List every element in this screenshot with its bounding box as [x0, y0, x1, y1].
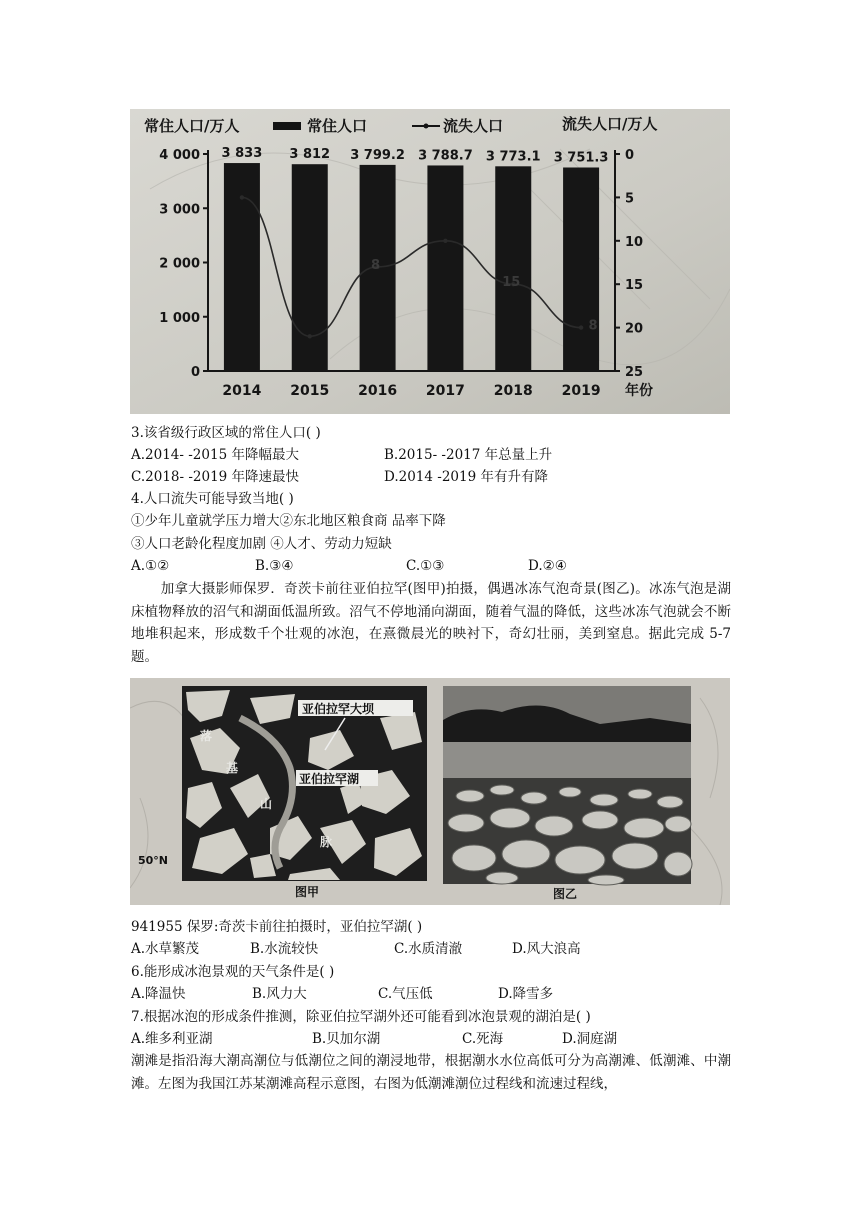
x-tick-label: 2015: [290, 383, 330, 399]
right-tick-label: 25: [625, 365, 644, 380]
right-tick-label: 0: [625, 148, 635, 163]
latitude-label: 50°N: [138, 854, 169, 867]
bar-resident-2018: [495, 166, 531, 371]
bar-resident-2014: [224, 163, 260, 371]
legend-resident: 常住人口: [307, 117, 368, 135]
lost-point-2019: [579, 325, 583, 329]
legend-line-dot: [424, 124, 429, 129]
legend-bar-swatch: [273, 122, 301, 130]
q4-stem: 4.人口流失可能导致当地( ): [131, 491, 294, 507]
q7-option-a: A.维多利亚湖: [131, 1031, 213, 1047]
left-tick-label: 4 000: [159, 148, 200, 163]
left-tick-label: 3 000: [159, 202, 200, 218]
caption-figure-a: 图甲: [295, 885, 320, 899]
mountain-char-1: 落: [200, 729, 213, 743]
q5-option-c: C.水质清澈: [394, 941, 463, 957]
q5-option-b: B.水流较快: [250, 941, 319, 957]
q3-option-c: C.2018- -2019 年降速最快: [131, 469, 300, 485]
bar-resident-2017: [427, 165, 463, 371]
lost-point-2014: [240, 195, 244, 199]
q3-option-a: A.2014- -2015 年降幅最大: [131, 447, 299, 463]
right-tick-label: 5: [625, 191, 635, 207]
q5-option-a: A.水草繁茂: [131, 941, 200, 957]
q6-option-a: A.降温快: [131, 986, 186, 1002]
population-chart: [130, 109, 730, 414]
bar-value-label: 3 833: [221, 146, 263, 162]
q4-line1: ①少年儿童就学压力增大②东北地区粮食商 品率下降: [131, 513, 446, 529]
x-tick-label: 2019: [561, 383, 601, 399]
left-tick-label: 0: [190, 365, 200, 380]
q6-option-b: B.风力大: [252, 986, 307, 1002]
x-axis-unit: 年份: [625, 383, 653, 399]
x-tick-label: 2018: [493, 383, 533, 399]
q3-option-b: B.2015- -2017 年总量上升: [384, 447, 553, 463]
bar-value-label: 3 773.1: [485, 149, 541, 165]
q7-option-c: C.死海: [462, 1031, 504, 1047]
caption-figure-b: 图乙: [553, 887, 578, 901]
lake-surface: [443, 742, 691, 778]
lost-value-label: 8: [371, 257, 381, 273]
lost-point-2017: [443, 239, 447, 243]
q4-line2: ③人口老龄化程度加剧 ④人才、劳动力短缺: [131, 536, 392, 552]
q6-option-c: C.气压低: [378, 986, 433, 1002]
q5-stem: 941955 保罗:奇茨卡前往拍摄时，亚伯拉罕湖( ): [131, 919, 423, 935]
population-chart-svg: [130, 109, 730, 414]
passage-ice-bubbles: 加拿大摄影师保罗．奇茨卡前往亚伯拉罕(图甲)拍摄，偶遇冰冻气泡奇景(图乙)。冰冻气泡是湖床植物释放的沼气和湖面低温所致。沼气不停地涌向湖面，随着气温的降低，这些冰冻气泡就会不断地堆积起来，形成数千个壮观的冰泡，在熹微晨光的映衬下，奇幻壮丽，美到窒息。据此完成 5-7 题。: [131, 581, 731, 665]
lost-value-label: 15: [502, 275, 521, 291]
mountain-char-2: 基: [226, 761, 239, 775]
q4-option-a: A.①②: [131, 558, 170, 574]
right-tick-label: 15: [625, 278, 644, 294]
x-tick-label: 2016: [358, 383, 398, 399]
photo-b: [443, 686, 692, 901]
dam-label: 亚伯拉罕大坝: [302, 702, 375, 716]
q4-option-b: B.③④: [255, 558, 294, 574]
q3-stem: 3.该省级行政区域的常住人口( ): [131, 425, 321, 441]
lost-point-2015: [308, 334, 312, 338]
mountain-char-4: 脉: [320, 835, 333, 849]
bar-value-label: 3 751.3: [553, 150, 609, 166]
bar-resident-2015: [292, 164, 328, 371]
right-tick-label: 10: [625, 234, 644, 250]
lake-label: 亚伯拉罕湖: [299, 772, 360, 786]
x-tick-label: 2014: [222, 383, 262, 399]
legend-lost: 流失人口: [443, 117, 504, 135]
left-tick-label: 1 000: [159, 310, 200, 326]
q4-option-d: D.②④: [528, 558, 567, 574]
passage-tidal-flat: 潮滩是指沿海大潮高潮位与低潮位之间的潮浸地带，根据潮水水位高低可分为高潮滩、低潮滩、中潮滩。左图为我国江苏某潮滩高程示意图，右图为低潮滩潮位过程线和流速过程线，: [131, 1053, 731, 1092]
right-axis-label: 流失人口/万人: [562, 115, 658, 133]
x-tick-label: 2017: [425, 383, 465, 399]
figure-svg: [130, 678, 730, 905]
q5-option-d: D.风大浪高: [512, 941, 581, 957]
q7-option-b: B.贝加尔湖: [312, 1031, 381, 1047]
q6-option-d: D.降雪多: [498, 986, 554, 1002]
q4-option-c: C.①③: [406, 558, 445, 574]
right-tick-label: 20: [625, 321, 644, 337]
q7-option-d: D.洞庭湖: [562, 1031, 618, 1047]
q7-stem: 7.根据冰泡的形成条件推测，除亚伯拉罕湖外还可能看到冰泡景观的湖泊是( ): [131, 1009, 591, 1025]
mountain-char-3: 山: [260, 797, 273, 811]
q3-option-d: D.2014 -2019 年有升有降: [384, 469, 548, 485]
figure-map-and-photo: [130, 678, 730, 905]
bar-resident-2019: [563, 167, 599, 371]
left-tick-label: 2 000: [159, 256, 200, 272]
bar-value-label: 3 812: [289, 147, 331, 163]
lost-value-label: 8: [588, 318, 598, 334]
left-axis-label: 常住人口/万人: [144, 117, 240, 135]
q6-stem: 6.能形成冰泡景观的天气条件是( ): [131, 964, 335, 980]
bar-value-label: 3 799.2: [350, 147, 405, 163]
bar-value-label: 3 788.7: [418, 148, 473, 164]
